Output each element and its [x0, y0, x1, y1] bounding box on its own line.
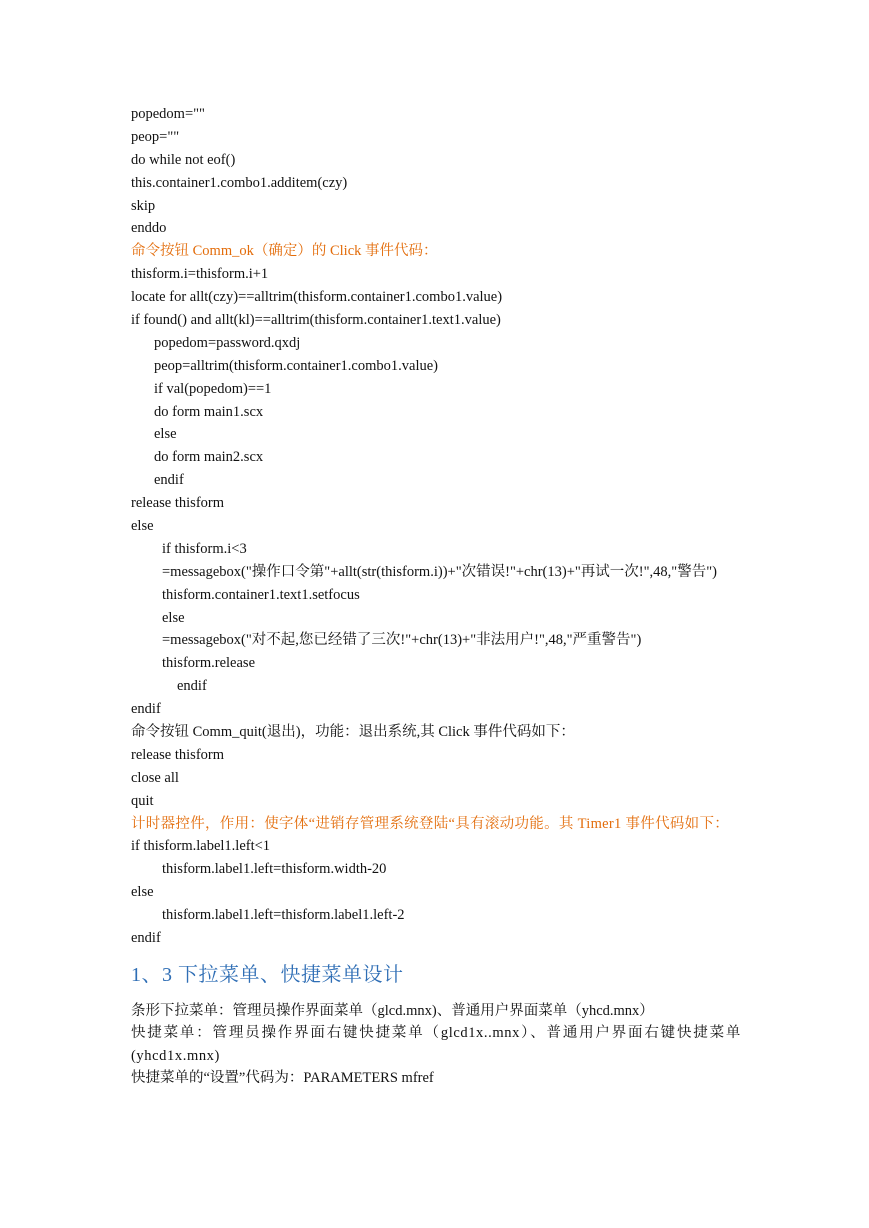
code-line: endif — [131, 701, 161, 718]
ok-button-caption: 命令按钮 Comm_ok（确定）的 Click 事件代码： — [131, 243, 438, 260]
code-line: popedom="" — [131, 106, 205, 122]
paragraph: 条形下拉菜单：管理员操作界面菜单（glcd.mnx)、普通用户界面菜单（yhcd.mnx） — [131, 1002, 654, 1019]
code-line: enddo — [131, 220, 167, 237]
code-line: close all — [131, 769, 179, 786]
code-line: if thisform.label1.left<1 — [131, 838, 271, 855]
code-line: peop=alltrim(thisform.container1.combo1.value) — [154, 357, 438, 374]
code-line: peop="" — [131, 128, 180, 145]
code-line: endif — [131, 929, 161, 946]
timer-caption: 计时器控件，作用：使字体“进销存管理系统登陆“具有滚动功能。其 Timer1 事件代码如下： — [131, 815, 730, 832]
code-line: thisform.i=thisform.i+1 — [131, 266, 269, 283]
code-line: this.container1.combo1.additem(czy) — [131, 174, 348, 191]
code-line: if found() and allt(kl)==alltrim(thisform.container1.text1.value) — [131, 312, 501, 329]
paragraph: 快捷菜单的“设置”代码为：PARAMETERS mfref — [131, 1070, 434, 1087]
code-line: else — [131, 518, 154, 535]
code-line: release thisform — [131, 746, 225, 763]
section-heading: 1、3 下拉菜单、快捷菜单设计 — [131, 963, 404, 986]
code-line: thisform.label1.left=thisform.label1.left-2 — [162, 906, 405, 923]
code-line: popedom=password.qxdj — [154, 334, 301, 351]
code-line: locate for allt(czy)==alltrim(thisform.container1.combo1.value) — [131, 289, 503, 306]
code-line: else — [131, 883, 154, 900]
code-line: else — [162, 609, 185, 626]
code-line: quit — [131, 792, 154, 809]
code-line: do form main2.scx — [154, 449, 264, 466]
code-line: if thisform.i<3 — [162, 540, 247, 557]
code-line: thisform.container1.text1.setfocus — [162, 586, 360, 603]
code-line: release thisform — [131, 495, 225, 512]
code-line: skip — [131, 197, 156, 214]
code-line: do form main1.scx — [154, 403, 264, 420]
code-line: =messagebox("操作口令第"+allt(str(thisform.i))+"次错误!"+chr(13)+"再试一次!",48,"警告") — [162, 563, 717, 580]
code-line: do while not eof() — [131, 151, 236, 168]
code-line: if val(popedom)==1 — [154, 380, 272, 397]
document-body — [131, 103, 741, 1090]
code-line: thisform.release — [162, 655, 256, 672]
code-line: endif — [154, 472, 184, 489]
code-line: =messagebox("对不起,您已经错了三次!"+chr(13)+"非法用户!",48,"严重警告") — [162, 632, 642, 649]
code-line: endif — [177, 678, 207, 695]
code-line: else — [154, 426, 177, 443]
quit-button-caption: 命令按钮 Comm_quit(退出)，功能：退出系统,其 Click 事件代码如下： — [131, 724, 575, 741]
code-line: thisform.label1.left=thisform.width-20 — [162, 861, 387, 878]
paragraph: 快捷菜单：管理员操作界面右键快捷菜单（glcd1x..mnx）、普通用户界面右键快捷菜单(yhcd1x.mnx) — [131, 1025, 741, 1064]
